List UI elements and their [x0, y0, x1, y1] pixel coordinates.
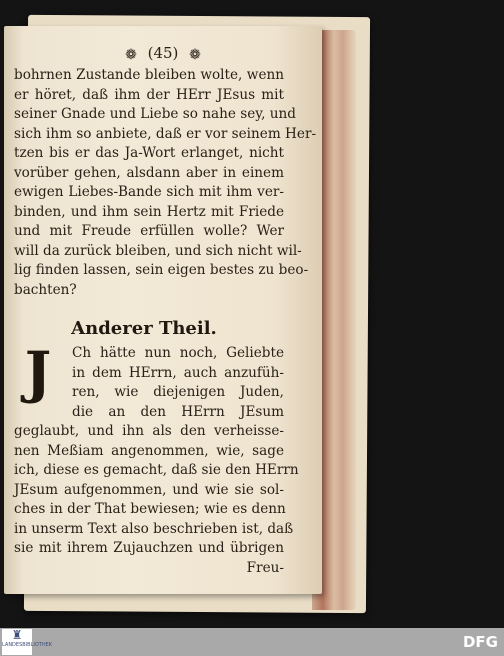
text-line: sich ihm so anbiete, daß er vor seinem Her-	[14, 125, 317, 142]
text-line: ich, diese es gemacht, daß sie den HErrn	[14, 462, 299, 478]
text-line: in dem HErrn, auch anzufüh-	[72, 364, 284, 381]
text-line: und mit Freude erfüllen wolle? Wer	[14, 223, 284, 239]
dfg-logo[interactable]: DFG	[462, 633, 498, 651]
text-line: er höret, daß ihm der HErr JEsus mit	[14, 86, 284, 103]
page-header	[4, 44, 322, 63]
ornament-right-icon: ❁	[189, 47, 201, 63]
text-line: lig finden lassen, sein eigen bestes zu beo-	[14, 262, 309, 278]
text-line: seiner Gnade und Liebe so nahe sey, und	[14, 106, 297, 122]
text-line: geglaubt, und ihn als den verheisse-	[14, 423, 284, 439]
text-line: nen Meßiam angenommen, wie, sage	[14, 442, 284, 459]
text-line: ewigen Liebes-Bande sich mit ihm ver-	[14, 184, 284, 200]
text-line: will da zurück bleiben, und sich nicht wil-	[14, 242, 302, 259]
text-line: sie mit ihrem Zujauchzen und übrigen	[14, 540, 284, 556]
text-line: die an den HErrn JEsum	[72, 403, 284, 420]
text-line: bohrnen Zustande bleiben wolte, wenn	[14, 67, 284, 83]
library-logo[interactable]: ♜ LANDESBIBLIOTHEK	[2, 629, 32, 655]
text-line: binden, und ihm sein Hertz mit Friede	[14, 203, 284, 220]
text-line: in unserm Text also beschrieben ist, daß	[14, 520, 294, 537]
library-crest-icon: ♜	[11, 628, 23, 642]
text-line: Ch hätte nun noch, Geliebte	[72, 345, 284, 361]
paragraph-2	[14, 340, 299, 578]
section-heading: Anderer Theil.	[71, 318, 217, 339]
book-page	[4, 26, 322, 594]
viewer-footer-bar	[0, 628, 504, 656]
ornament-left-icon: ❁	[125, 47, 137, 63]
text-line: ren, wie diejenigen Juden,	[72, 384, 284, 400]
text-line: Freu-	[246, 559, 284, 576]
text-line: bachten?	[14, 281, 77, 298]
page-number: (45)	[147, 44, 179, 62]
drop-cap: J	[24, 340, 52, 406]
text-line: vorüber gehen, alsdann aber in einem	[14, 164, 284, 181]
paragraph-1	[14, 66, 317, 300]
text-line: ches in der That bewiesen; wie es denn	[14, 501, 286, 517]
text-line: tzen bis er das Ja-Wort erlanget, nicht	[14, 145, 284, 161]
text-line: JEsum aufgenommen, und wie sie sol-	[14, 481, 284, 498]
